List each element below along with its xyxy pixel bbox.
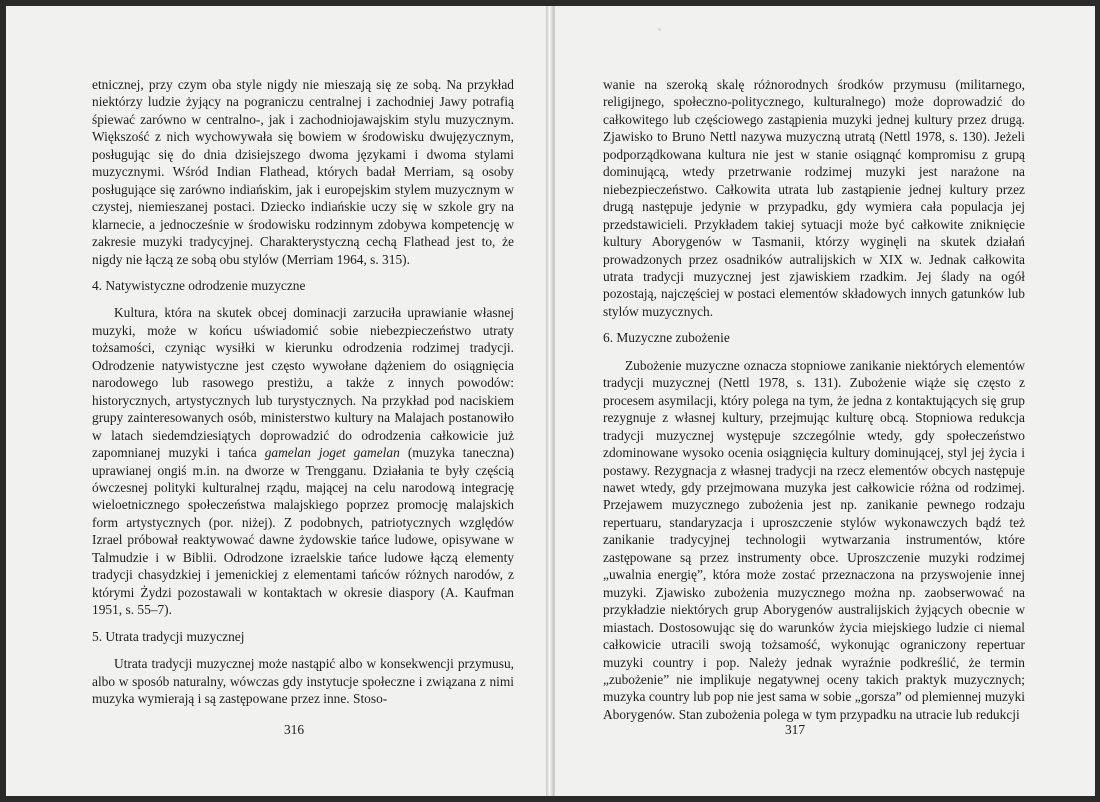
book-spread [6,6,1094,796]
right-page-text [603,76,1025,723]
left-paragraph-1: etnicznej, przy czym oba style nigdy nie mieszają się ze sobą. Na przykład niektórzy ludzie żyjący na pograniczu centralnej i zachodniej Jawy potrafią śpiewać zarówno w centralno-, jak i zachodniojawajskim stylu muzycznym. Większość z nich wychowywała się bowiem w środowisku dwujęzycznym, posługując się do dnia dzisiejszego dwoma językami i dwoma stylami muzycznymi. Wśród Indian Flathead, których badał Merriam, są osoby posługujące się zarówno indiańskim, jak i europejskim stylem muzycznym w czystej, niemieszanej postaci. Dziecko indiańskie uczy się w szkole gry na klarnecie, a jednocześnie w środowisku rodzinnym zdobywa kompetencję w zakresie muzyki tradycyjnej. Charakterystyczną cechą Flathead jest to, że nigdy nie łączą ze sobą obu stylów (Merriam 1964, s. 315). [92,77,514,267]
page-number-left: 316 [283,722,305,737]
section-heading-6: 6. Muzyczne zubożenie [603,330,730,346]
right-paragraph-1: wanie na szeroką skalę różnorodnych środków przymusu (militarnego, religijnego, społeczno-politycznego, kulturalnego) może doprowadzić do całkowitego lub częściowego zastąpienia muzyki jednej kultury przez drugą. Zjawisko to Bruno Nettl nazywa muzyczną utratą (Nettl 1978, s. 130). Jeżeli podporządkowana kultura nie jest w stanie osiągnąć kompromisu z grupą dominującą, wtedy przetrwanie rodzimej muzyki jest narażone na niebezpieczeństwo. Całkowita utrata lub zastąpienie jednej kultury przez drugą następuje jedynie w przypadku, gdy wymiera cała populacja jej przedstawicieli. Przykładem takiej sytuacji może być całkowite zniknięcie kultury Aborygenów w Tasmanii, którzy wyginęli na skutek działań prowadzonych przez osadników autralijskich w XIX w. Jednak całkowita utrata tradycji muzycznej jest zjawiskiem rzadkim. Jej ślady na ogół pozostają, najczęściej w postaci elementów składowych innych gatunków lub stylów muzycznych. [603,77,1025,319]
page-number-right: 317 [784,722,806,737]
left-paragraph-2 [92,304,514,618]
italic-term: gamelan joget gamelan [264,445,400,461]
left-paragraph-3: Utrata tradycji muzycznej może nastąpić albo w konsekwencji przymusu, albo w sposób naturalny, wówczas gdy instytucje społeczne i związana z nimi muzyka wymierają i są zastępowane przez inne. Stoso- [92,656,514,706]
left-page [6,6,547,796]
left-paragraph-2a: Kultura, która na skutek obcej dominacji zarzuciła uprawianie własnej muzyki, może w końcu uświadomić sobie niebezpieczeństwo utraty tożsamości, czyniąc wysiłki w kierunku odrodzenia rodzimej tradycji. Odrodzenie natywistyczne jest często wywołane dążeniem do osiągnięcia narodowego lub rasowego prestiżu, a także z innych powodów: historycznych, artystycznych lub turystycznych. Na przykład pod naciskiem grupy zainteresowanych osób, ministerstwo kultury na Malajach postanowiło w latach siedemdziesiątych doprowadzić do odrodzenia całkowicie już zapomnianej muzyki i tańca [92,305,514,461]
section-heading-5: 5. Utrata tradycji muzycznej [92,628,245,644]
right-page [554,6,1095,796]
paper-speck [658,28,661,31]
right-paragraph-2: Zubożenie muzyczne oznacza stopniowe zanikanie niektórych elementów tradycji muzycznej (Nettl 1978, s. 131). Zubożenie wiąże się często z procesem asymilacji, który polega na tym, że jedna z kontaktujących się grup rezygnuje z własnej kultury, przejmując kulturę obcą. Stopniowa redukcja tradycji muzycznej występuje szczególnie wtedy, gdy społeczeństwo zdominowane wysoko ocenia osiągnięcia kultury dominującej, styl jej życia i postawy. Rezygnacja z własnej tradycji na rzecz elementów obcych następuje nawet wtedy, gdy przejmowana muzyka jest całkowicie różna od rodzimej. Przejawem muzycznego zubożenia jest np. zanikanie pewnego rodzaju repertuaru, standaryzacja i uproszczenie stylów wykonawczych bądź też zanikanie tradycyjnej technologii wytwarzania instrumentów, które zastępowane są przez instrumenty obce. Uproszczenie muzyki rodzimej „uwalnia energię”, która może zostać przeznaczona na przyswojenie innej muzyki. Zjawisko zubożenia muzycznego można np. zaobserwować na przykładzie niektórych grup Aborygenów australijskich żyjących obecnie w miastach. Dostosowując się do warunków życia miejskiego ludzie ci niemal całkowicie utracili swoją tożsamość, wykonując ograniczony repertuar muzyki country i pop. Należy jednak wyraźnie podkreślić, że termin „zubożenie” nie implikuje negatywnej oceny takich praktyk muzycznych; muzyka country lub pop nie jest sama w sobie „gorsza” od plemiennej muzyki Aborygenów. Stan zubożenia polega w tym przypadku na utracie lub redukcji [603,357,1025,722]
left-paragraph-2b: (muzyka taneczna) uprawianej ongiś m.in. na dworze w Trengganu. Działania te były częścią ówczesnej polityki kulturalnej rządu, mającej na celu narodową integrację wieloetnicznego społeczeństwa malajskiego poprzez promocję malajskich form artystycznych (por. niżej). Z podobnych, patriotycznych względów Izrael próbował reaktywować dawne żydowskie tańce ludowe, opisywane w Talmudzie i w Biblii. Odrodzone izraelskie tańce ludowe łączą elementy tradycji chasydzkiej i jemenickiej z elementami tańców różnych narodów, z którymi Żydzi pozostawali w kontaktach w okresie diaspory (A. Kaufman 1951, s. 55–7). [92,445,515,618]
section-heading-4: 4. Natywistyczne odrodzenie muzyczne [92,277,306,293]
left-page-text [92,76,514,707]
book-gutter [546,6,554,796]
